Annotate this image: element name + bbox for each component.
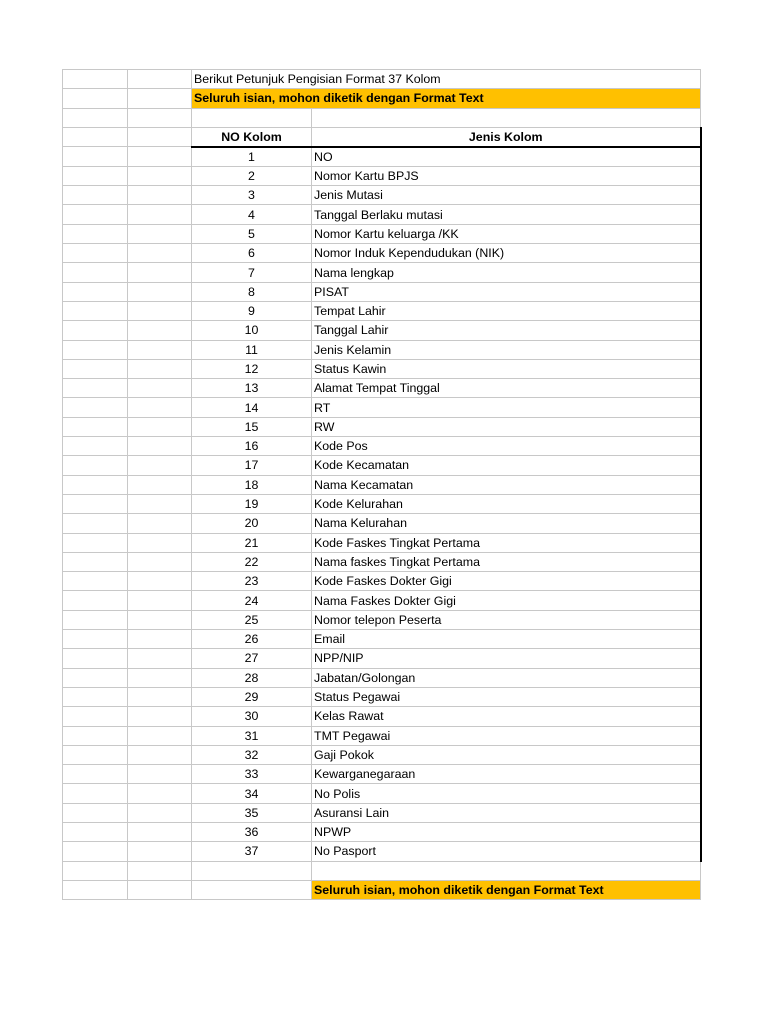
cell[interactable] (128, 89, 192, 108)
cell[interactable] (63, 127, 128, 147)
cell[interactable] (63, 668, 128, 687)
empty-row (63, 861, 701, 880)
table-row (63, 244, 701, 263)
row-column-name[interactable]: Nomor Kartu keluarga /KK (312, 224, 701, 243)
cell[interactable] (128, 494, 192, 513)
row-number[interactable]: 17 (192, 456, 312, 475)
header-row (63, 127, 701, 147)
table-row (63, 437, 701, 456)
table-row (63, 610, 701, 629)
cell[interactable] (63, 610, 128, 629)
table-row (63, 591, 701, 610)
row-column-name[interactable]: Nomor telepon Peserta (312, 610, 701, 629)
row-number[interactable]: 2 (192, 166, 312, 185)
cell[interactable] (63, 244, 128, 263)
table-row (63, 186, 701, 205)
row-column-name[interactable]: PISAT (312, 282, 701, 301)
cell[interactable] (63, 205, 128, 224)
cell[interactable] (128, 707, 192, 726)
row-number[interactable]: 12 (192, 359, 312, 378)
row-number[interactable]: 23 (192, 572, 312, 591)
cell[interactable] (128, 398, 192, 417)
row-number[interactable]: 21 (192, 533, 312, 552)
cell[interactable] (63, 803, 128, 822)
cell[interactable] (63, 842, 128, 861)
cell[interactable] (63, 166, 128, 185)
row-column-name[interactable]: Kode Faskes Tingkat Pertama (312, 533, 701, 552)
table-row (63, 475, 701, 494)
cell[interactable] (63, 379, 128, 398)
row-number[interactable]: 11 (192, 340, 312, 359)
row-number[interactable]: 10 (192, 321, 312, 340)
cell[interactable] (312, 108, 701, 127)
header-jenis-kolom[interactable]: Jenis Kolom (312, 127, 701, 147)
table-row (63, 514, 701, 533)
row-column-name[interactable]: Jabatan/Golongan (312, 668, 701, 687)
table-row (63, 630, 701, 649)
row-column-name[interactable]: Nama Faskes Dokter Gigi (312, 591, 701, 610)
cell[interactable] (63, 359, 128, 378)
row-number[interactable]: 30 (192, 707, 312, 726)
cell[interactable] (63, 263, 128, 282)
row-column-name[interactable]: Kewarganegaraan (312, 765, 701, 784)
table-row (63, 745, 701, 764)
row-column-name[interactable]: NPWP (312, 822, 701, 841)
cell[interactable] (63, 880, 128, 899)
table-row (63, 359, 701, 378)
cell[interactable] (128, 784, 192, 803)
table-row (63, 552, 701, 571)
cell[interactable] (63, 89, 128, 108)
row-column-name[interactable]: Email (312, 630, 701, 649)
cell[interactable] (128, 552, 192, 571)
cell[interactable] (63, 533, 128, 552)
cell[interactable] (63, 70, 128, 89)
cell[interactable] (128, 533, 192, 552)
cell[interactable] (128, 610, 192, 629)
table-row (63, 687, 701, 706)
row-column-name[interactable]: Tanggal Lahir (312, 321, 701, 340)
instruction-sheet (62, 69, 702, 900)
cell[interactable] (128, 205, 192, 224)
table-row (63, 842, 701, 861)
row-number[interactable]: 27 (192, 649, 312, 668)
row-column-name[interactable]: Nomor Kartu BPJS (312, 166, 701, 185)
table-row (63, 301, 701, 320)
cell[interactable] (128, 186, 192, 205)
row-column-name[interactable]: Nama Kelurahan (312, 514, 701, 533)
table-row (63, 533, 701, 552)
cell[interactable] (128, 282, 192, 301)
row-number[interactable]: 34 (192, 784, 312, 803)
row-number[interactable]: 18 (192, 475, 312, 494)
table-row (63, 726, 701, 745)
notice-text-top[interactable]: Seluruh isian, mohon diketik dengan Format Text (192, 89, 701, 108)
notice-row-bottom (63, 880, 701, 899)
row-column-name[interactable]: Asuransi Lain (312, 803, 701, 822)
cell[interactable] (63, 224, 128, 243)
cell[interactable] (192, 108, 312, 127)
cell[interactable] (63, 108, 128, 127)
row-column-name[interactable]: RW (312, 417, 701, 436)
cell[interactable] (63, 475, 128, 494)
table-row (63, 263, 701, 282)
cell[interactable] (128, 630, 192, 649)
row-column-name[interactable]: Kelas Rawat (312, 707, 701, 726)
cell[interactable] (63, 649, 128, 668)
table-row (63, 417, 701, 436)
table-row (63, 649, 701, 668)
cell[interactable] (128, 263, 192, 282)
row-number[interactable]: 5 (192, 224, 312, 243)
cell[interactable] (63, 147, 128, 167)
row-column-name[interactable]: Nama lengkap (312, 263, 701, 282)
table-row (63, 340, 701, 359)
cell[interactable] (128, 166, 192, 185)
row-number[interactable]: 8 (192, 282, 312, 301)
cell[interactable] (63, 630, 128, 649)
table-row (63, 224, 701, 243)
cell[interactable] (63, 822, 128, 841)
cell[interactable] (128, 340, 192, 359)
row-number[interactable]: 33 (192, 765, 312, 784)
row-column-name[interactable]: Alamat Tempat Tinggal (312, 379, 701, 398)
table-row (63, 572, 701, 591)
row-column-name[interactable]: RT (312, 398, 701, 417)
row-column-name[interactable]: Nama Kecamatan (312, 475, 701, 494)
row-number[interactable]: 35 (192, 803, 312, 822)
table-row (63, 822, 701, 841)
cell[interactable] (128, 745, 192, 764)
table-row (63, 166, 701, 185)
cell[interactable] (128, 321, 192, 340)
cell[interactable] (128, 514, 192, 533)
row-column-name[interactable]: No Polis (312, 784, 701, 803)
table-row (63, 282, 701, 301)
cell[interactable] (63, 591, 128, 610)
empty-row (63, 108, 701, 127)
cell[interactable] (128, 456, 192, 475)
cell[interactable] (128, 687, 192, 706)
notice-row-top (63, 89, 701, 108)
row-number[interactable]: 28 (192, 668, 312, 687)
cell[interactable] (63, 437, 128, 456)
cell[interactable] (63, 745, 128, 764)
cell[interactable] (63, 552, 128, 571)
cell[interactable] (128, 437, 192, 456)
table-row (63, 803, 701, 822)
row-column-name[interactable]: Jenis Mutasi (312, 186, 701, 205)
cell[interactable] (128, 224, 192, 243)
row-column-name[interactable]: No Pasport (312, 842, 701, 861)
row-column-name[interactable]: NO (312, 147, 701, 167)
row-number[interactable]: 3 (192, 186, 312, 205)
cell[interactable] (128, 108, 192, 127)
row-column-name[interactable]: Gaji Pokok (312, 745, 701, 764)
cell[interactable] (128, 417, 192, 436)
row-column-name[interactable]: Tempat Lahir (312, 301, 701, 320)
row-number[interactable]: 36 (192, 822, 312, 841)
cell[interactable] (128, 591, 192, 610)
table-row (63, 147, 701, 167)
intro-row (63, 70, 701, 89)
cell[interactable] (128, 861, 192, 880)
table-row (63, 456, 701, 475)
cell[interactable] (63, 186, 128, 205)
row-number[interactable]: 20 (192, 514, 312, 533)
row-column-name[interactable]: Status Kawin (312, 359, 701, 378)
cell[interactable] (128, 803, 192, 822)
cell[interactable] (63, 456, 128, 475)
cell[interactable] (128, 572, 192, 591)
cell[interactable] (128, 880, 192, 899)
row-number[interactable]: 26 (192, 630, 312, 649)
cell[interactable] (128, 822, 192, 841)
row-number[interactable]: 16 (192, 437, 312, 456)
cell[interactable] (128, 244, 192, 263)
cell[interactable] (128, 668, 192, 687)
cell[interactable] (63, 707, 128, 726)
row-column-name[interactable]: Kode Pos (312, 437, 701, 456)
row-number[interactable]: 37 (192, 842, 312, 861)
row-number[interactable]: 15 (192, 417, 312, 436)
row-number[interactable]: 9 (192, 301, 312, 320)
cell[interactable] (128, 127, 192, 147)
row-number[interactable]: 25 (192, 610, 312, 629)
row-number[interactable]: 1 (192, 147, 312, 167)
cell[interactable] (63, 726, 128, 745)
table-row (63, 205, 701, 224)
cell[interactable] (63, 398, 128, 417)
cell[interactable] (63, 282, 128, 301)
cell[interactable] (128, 379, 192, 398)
cell[interactable] (192, 880, 312, 899)
row-column-name[interactable]: Kode Kelurahan (312, 494, 701, 513)
row-number[interactable]: 22 (192, 552, 312, 571)
table-row (63, 321, 701, 340)
cell[interactable] (63, 340, 128, 359)
cell[interactable] (128, 765, 192, 784)
cell[interactable] (63, 687, 128, 706)
cell[interactable] (63, 301, 128, 320)
row-number[interactable]: 7 (192, 263, 312, 282)
cell[interactable] (128, 726, 192, 745)
cell[interactable] (63, 321, 128, 340)
row-number[interactable]: 13 (192, 379, 312, 398)
row-column-name[interactable]: Kode Kecamatan (312, 456, 701, 475)
cell[interactable] (63, 417, 128, 436)
row-number[interactable]: 24 (192, 591, 312, 610)
row-number[interactable]: 19 (192, 494, 312, 513)
cell[interactable] (63, 494, 128, 513)
row-number[interactable]: 32 (192, 745, 312, 764)
row-number[interactable]: 4 (192, 205, 312, 224)
table-row (63, 765, 701, 784)
header-no-kolom[interactable]: NO Kolom (192, 127, 312, 147)
cell[interactable] (128, 301, 192, 320)
row-column-name[interactable]: Nomor Induk Kependudukan (NIK) (312, 244, 701, 263)
cell[interactable] (63, 861, 128, 880)
cell[interactable] (63, 572, 128, 591)
cell[interactable] (128, 359, 192, 378)
table-row (63, 379, 701, 398)
cell[interactable] (128, 147, 192, 167)
cell[interactable] (192, 861, 312, 880)
row-column-name[interactable]: Tanggal Berlaku mutasi (312, 205, 701, 224)
row-number[interactable]: 31 (192, 726, 312, 745)
row-column-name[interactable]: Nama faskes Tingkat Pertama (312, 552, 701, 571)
row-column-name[interactable]: Jenis Kelamin (312, 340, 701, 359)
row-column-name[interactable]: Status Pegawai (312, 687, 701, 706)
table-row (63, 668, 701, 687)
row-column-name[interactable]: NPP/NIP (312, 649, 701, 668)
table-row (63, 784, 701, 803)
row-number[interactable]: 14 (192, 398, 312, 417)
notice-text-bottom[interactable]: Seluruh isian, mohon diketik dengan Format Text (312, 880, 701, 899)
table-row (63, 707, 701, 726)
cell[interactable] (63, 514, 128, 533)
cell[interactable] (128, 649, 192, 668)
row-number[interactable]: 29 (192, 687, 312, 706)
cell[interactable] (312, 861, 701, 880)
table-row (63, 398, 701, 417)
intro-text[interactable]: Berikut Petunjuk Pengisian Format 37 Kolom (192, 70, 701, 89)
row-column-name[interactable]: TMT Pegawai (312, 726, 701, 745)
row-number[interactable]: 6 (192, 244, 312, 263)
cell[interactable] (128, 70, 192, 89)
row-column-name[interactable]: Kode Faskes Dokter Gigi (312, 572, 701, 591)
table-row (63, 494, 701, 513)
cell[interactable] (128, 842, 192, 861)
cell[interactable] (63, 765, 128, 784)
cell[interactable] (63, 784, 128, 803)
cell[interactable] (128, 475, 192, 494)
